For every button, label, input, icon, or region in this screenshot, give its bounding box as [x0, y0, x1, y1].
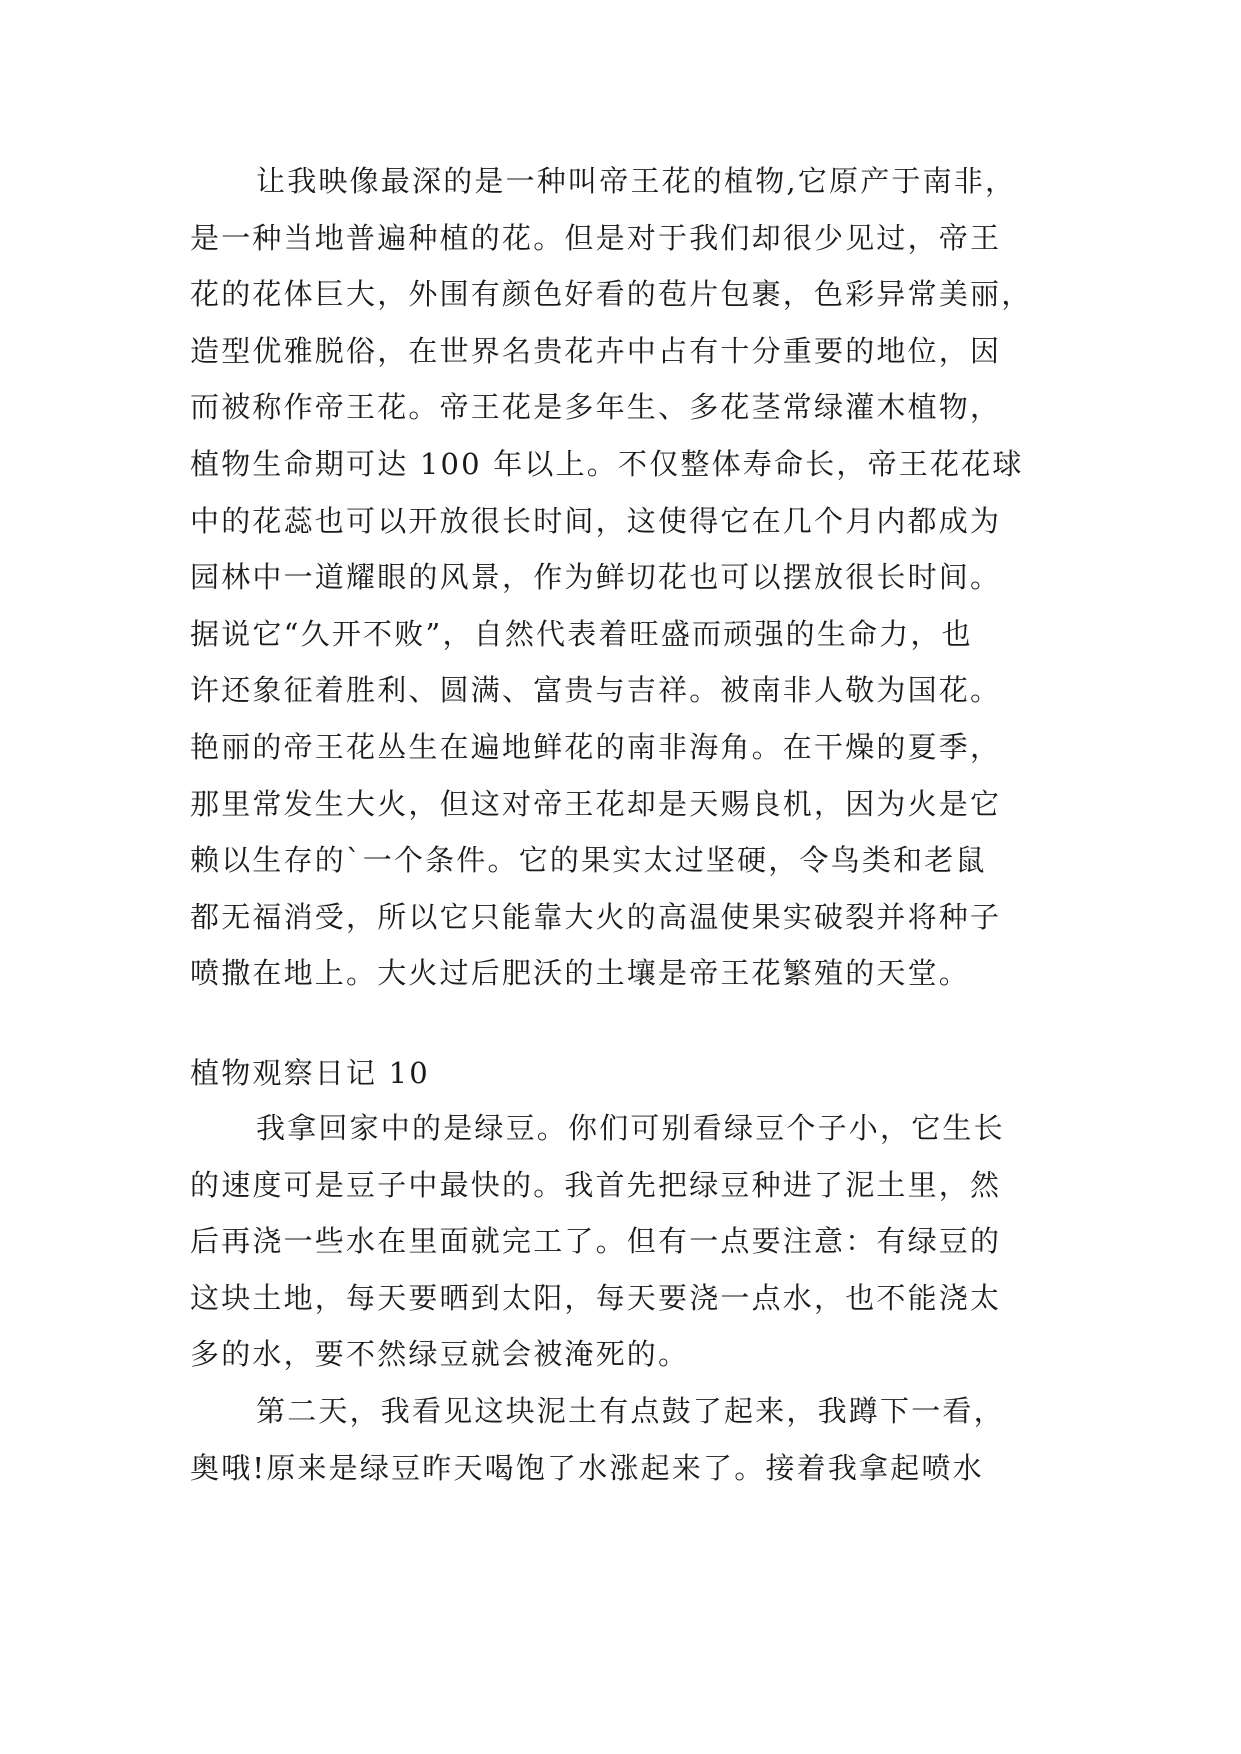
text-line: 这块土地，每天要晒到太阳，每天要浇一点水，也不能浇太 — [190, 1280, 1002, 1315]
text-line: 花的花体巨大，外围有颜色好看的苞片包裹，色彩异常美丽， — [190, 277, 1033, 312]
paragraph-mung-bean — [190, 1100, 1090, 1496]
text-line: 是一种当地普遍种植的花。但是对于我们却很少见过，帝王 — [190, 220, 1002, 255]
text-line: 后再浇一些水在里面就完工了。但有一点要注意：有绿豆的 — [190, 1224, 1002, 1259]
text-line: 我拿回家中的是绿豆。你们可别看绿豆个子小，它生长 — [256, 1111, 1005, 1145]
text-line: 许还象征着胜利、圆满、富贵与吉祥。被南非人敬为国花。 — [190, 673, 1002, 708]
section-title: 植物观察日记 10 — [190, 1056, 430, 1090]
text-line: 喷撒在地上。大火过后肥沃的土壤是帝王花繁殖的天堂。 — [190, 956, 971, 991]
text-line: 据说它“久开不败”，自然代表着旺盛而顽强的生命力，也 — [190, 616, 973, 651]
text-line: 园林中一道耀眼的风景，作为鲜切花也可以摆放很长时间。 — [190, 560, 1002, 595]
text-line: 中的花蕊也可以开放很长时间，这使得它在几个月内都成为 — [190, 503, 1002, 538]
section-title-container — [190, 1045, 1090, 1102]
text-line: 而被称作帝王花。帝王花是多年生、多花茎常绿灌木植物， — [190, 390, 1002, 425]
text-line: 第二天，我看见这块泥土有点鼓了起来，我蹲下一看， — [256, 1393, 1005, 1428]
text-line: 多的水，要不然绿豆就会被淹死的。 — [190, 1337, 690, 1372]
text-line: 艳丽的帝王花丛生在遍地鲜花的南非海角。在干燥的夏季， — [190, 729, 1002, 764]
paragraph-king-protea — [190, 153, 1090, 1002]
text-line: 植物生命期可达 100 年以上。不仅整体寿命长，帝王花花球 — [190, 446, 1024, 481]
text-line: 的速度可是豆子中最快的。我首先把绿豆种进了泥土里，然 — [190, 1167, 1002, 1202]
text-line: 让我映像最深的是一种叫帝王花的植物,它原产于南非， — [256, 164, 1017, 198]
text-line: 奥哦!原来是绿豆昨天喝饱了水涨起来了。接着我拿起喷水 — [190, 1450, 984, 1485]
text-line: 造型优雅脱俗，在世界名贵花卉中占有十分重要的地位，因 — [190, 333, 1002, 368]
text-line: 那里常发生大火，但这对帝王花却是天赐良机，因为火是它 — [190, 786, 1002, 821]
text-line: 都无福消受，所以它只能靠大火的高温使果实破裂并将种子 — [190, 899, 1002, 934]
text-line: 赖以生存的`一个条件。它的果实太过坚硬，令鸟类和老鼠 — [190, 843, 987, 878]
